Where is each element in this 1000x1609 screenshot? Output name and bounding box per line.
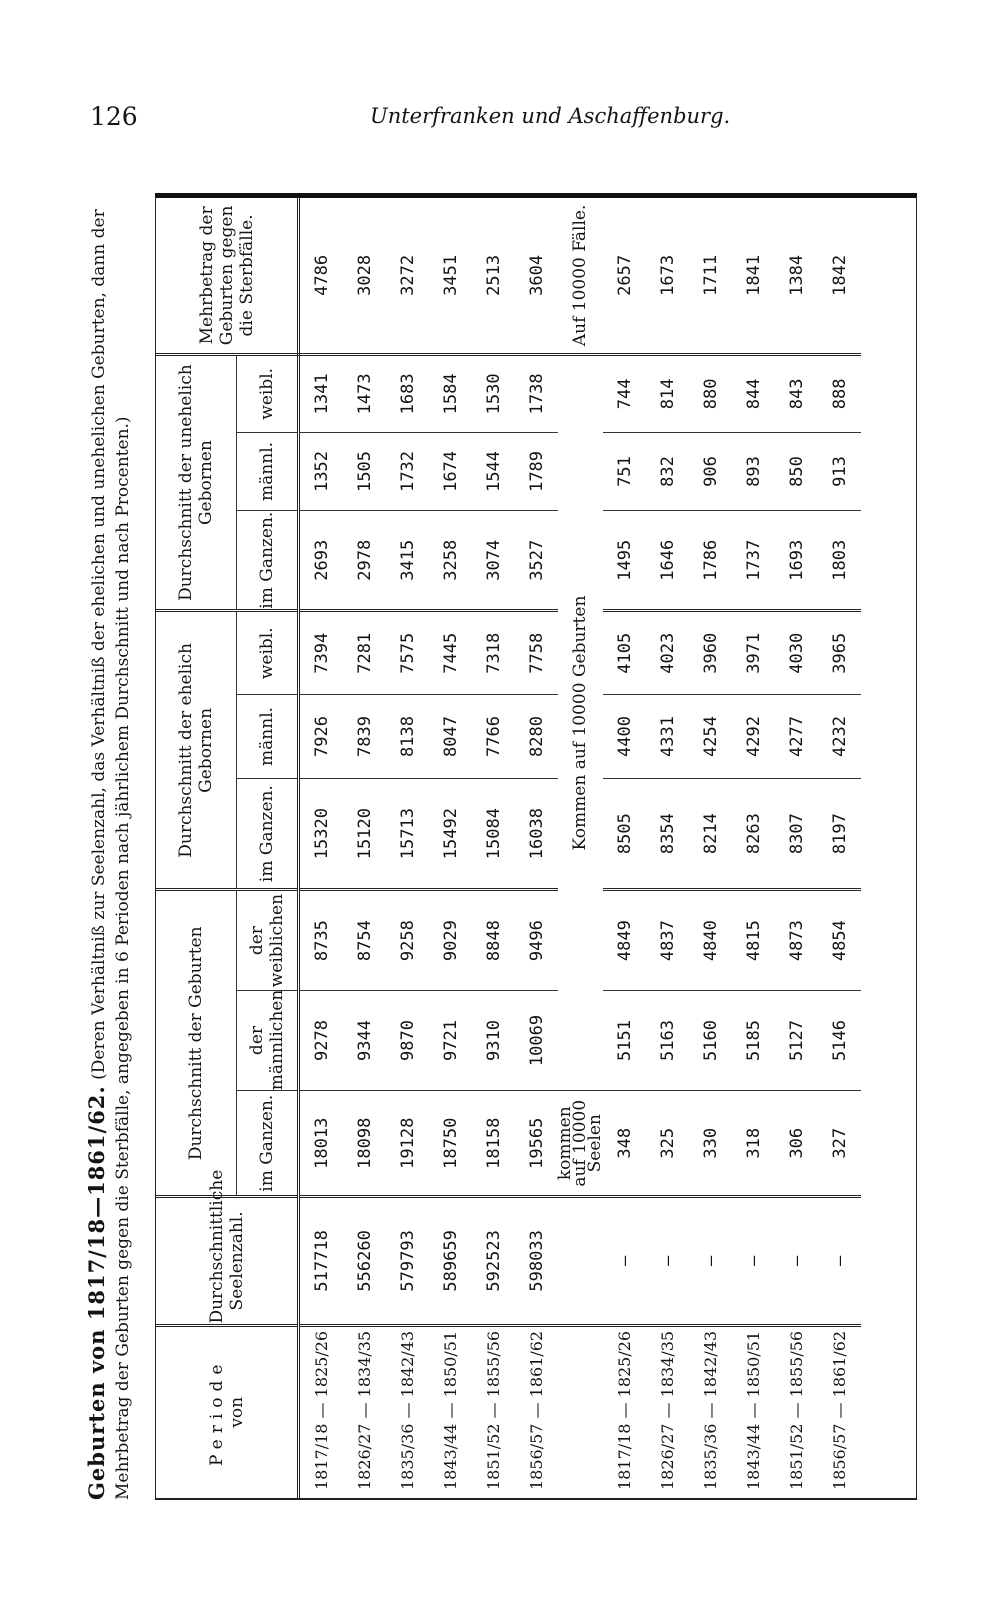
cell-unehelich-ganz: 1737 — [732, 511, 775, 611]
cell-geburten-w: 9496 — [515, 890, 558, 990]
periode-von-label: von — [226, 1396, 247, 1428]
cell-unehelich-m: 1352 — [299, 432, 344, 510]
cell-unehelich-ganz: 1786 — [689, 511, 732, 611]
cell-ehelich-ganz: 8197 — [818, 778, 861, 890]
caption-line2: Mehrbetrag der Geburten gegen die Sterbfälle, angegeben in 6 Perioden nach jährlichem Durchschnitt und nach Procenten.) — [113, 416, 133, 1500]
mid-note-row — [558, 198, 603, 1498]
cell-unehelich-ganz: 2978 — [343, 511, 386, 611]
cell-unehelich-w: 1341 — [299, 354, 344, 432]
cell-period: 1817/18 — 1825/26 — [615, 1330, 634, 1490]
cell-ehelich-w: 7318 — [472, 611, 515, 695]
cell-ehelich-m: 8047 — [429, 695, 472, 779]
cell-geburten-ganz: 306 — [775, 1091, 818, 1197]
cell-mehrbetrag: 1711 — [689, 198, 732, 354]
cell-ehelich-m: 4232 — [818, 695, 861, 779]
cell-unehelich-m: 913 — [818, 432, 861, 510]
cell-period: 1843/44 — 1850/51 — [441, 1330, 460, 1490]
cell-unehelich-m: 751 — [603, 432, 646, 510]
cell-unehelich-m: 1505 — [343, 432, 386, 510]
subheader-unehelich-maennl: männl. — [237, 432, 299, 510]
subheader-geburten-ganzen: im Ganzen. — [237, 1091, 299, 1197]
cell-ehelich-ganz: 15084 — [472, 778, 515, 890]
cell-unehelich-w: 1473 — [343, 354, 386, 432]
cell-geburten-m: 9310 — [472, 990, 515, 1090]
cell-geburten-ganz: 325 — [646, 1091, 689, 1197]
cell-ehelich-ganz: 8214 — [689, 778, 732, 890]
cell-period: 1826/27 — 1834/35 — [355, 1330, 374, 1490]
table-row — [689, 198, 732, 1498]
periode-label: Periode — [206, 1358, 227, 1467]
cell-unehelich-ganz: 1693 — [775, 511, 818, 611]
cell-seelen: — — [775, 1197, 818, 1325]
cell-ehelich-ganz: 16038 — [515, 778, 558, 890]
cell-period: 1826/27 — 1834/35 — [658, 1330, 677, 1490]
cell-geburten-ganz: 318 — [732, 1091, 775, 1197]
table-row — [343, 198, 386, 1498]
cell-unehelich-w: 1683 — [386, 354, 429, 432]
caption-title: Geburten von 1817/18—1861/62. — [84, 1085, 109, 1500]
cell-geburten-ganz: 19128 — [386, 1091, 429, 1197]
subheader-geburten-weiblich: der weiblichen — [237, 890, 299, 990]
cell-mehrbetrag: 3272 — [386, 198, 429, 354]
cell-mehrbetrag: 2513 — [472, 198, 515, 354]
running-head — [0, 0, 1000, 150]
cell-unehelich-m: 1789 — [515, 432, 558, 510]
cell-unehelich-w: 1738 — [515, 354, 558, 432]
cell-unehelich-w: 888 — [818, 354, 861, 432]
cell-period: 1817/18 — 1825/26 — [312, 1330, 331, 1490]
cell-geburten-ganz: 18013 — [299, 1091, 344, 1197]
statistics-table — [156, 198, 861, 1498]
cell-seelen: 556260 — [343, 1197, 386, 1325]
cell-period: 1856/57 — 1861/62 — [830, 1330, 849, 1490]
cell-geburten-w: 4849 — [603, 890, 646, 990]
cell-ehelich-ganz: 8505 — [603, 778, 646, 890]
subheader-geburten-maennlich: der männlichen — [237, 990, 299, 1090]
subheader-ehelich-ganzen: im Ganzen. — [237, 778, 299, 890]
cell-ehelich-w: 7281 — [343, 611, 386, 695]
col-header-mehrbetrag: Mehrbetrag der Geburten gegen die Sterbfälle. — [156, 198, 299, 354]
cell-geburten-m: 5160 — [689, 990, 732, 1090]
cell-seelen: 598033 — [515, 1197, 558, 1325]
cell-unehelich-w: 1584 — [429, 354, 472, 432]
cell-geburten-ganz: 330 — [689, 1091, 732, 1197]
cell-mehrbetrag: 3604 — [515, 198, 558, 354]
table-row — [472, 198, 515, 1498]
cell-ehelich-m: 7926 — [299, 695, 344, 779]
statistics-table-frame — [155, 193, 917, 1500]
cell-geburten-ganz: 18750 — [429, 1091, 472, 1197]
cell-period: 1843/44 — 1850/51 — [744, 1330, 763, 1490]
cell-mehrbetrag: 3451 — [429, 198, 472, 354]
cell-geburten-m: 9721 — [429, 990, 472, 1090]
cell-geburten-ganz: 19565 — [515, 1091, 558, 1197]
cell-ehelich-ganz: 15120 — [343, 778, 386, 890]
cell-period: 1851/52 — 1855/56 — [484, 1330, 503, 1490]
cell-geburten-w: 8735 — [299, 890, 344, 990]
cell-ehelich-m: 7766 — [472, 695, 515, 779]
col-header-ehelich: Durchschnitt der ehelich Gebornen — [156, 611, 237, 890]
rotated-table-block — [85, 170, 915, 1500]
cell-geburten-w: 4840 — [689, 890, 732, 990]
subheader-ehelich-weibl: weibl. — [237, 611, 299, 695]
cell-unehelich-ganz: 1495 — [603, 511, 646, 611]
table-row — [299, 198, 344, 1498]
cell-ehelich-w: 7575 — [386, 611, 429, 695]
cell-unehelich-m: 1544 — [472, 432, 515, 510]
cell-mehrbetrag: 2657 — [603, 198, 646, 354]
cell-unehelich-w: 1530 — [472, 354, 515, 432]
cell-geburten-m: 5127 — [775, 990, 818, 1090]
cell-geburten-ganz: 18158 — [472, 1091, 515, 1197]
table-row — [429, 198, 472, 1498]
cell-unehelich-ganz: 3074 — [472, 511, 515, 611]
cell-geburten-m: 5163 — [646, 990, 689, 1090]
subheader-unehelich-ganzen: im Ganzen. — [237, 511, 299, 611]
cell-seelen: — — [603, 1197, 646, 1325]
cell-ehelich-w: 4030 — [775, 611, 818, 695]
cell-mehrbetrag: 1673 — [646, 198, 689, 354]
cell-ehelich-w: 7445 — [429, 611, 472, 695]
cell-seelen: — — [689, 1197, 732, 1325]
col-header-durchschnitt-geburten: Durchschnitt der Geburten — [156, 890, 237, 1197]
cell-unehelich-ganz: 3415 — [386, 511, 429, 611]
cell-mehrbetrag: 1384 — [775, 198, 818, 354]
cell-ehelich-m: 4277 — [775, 695, 818, 779]
cell-unehelich-m: 1732 — [386, 432, 429, 510]
cell-unehelich-w: 744 — [603, 354, 646, 432]
table-row — [818, 198, 861, 1498]
cell-mehrbetrag: 3028 — [343, 198, 386, 354]
cell-period: 1835/36 — 1842/43 — [398, 1330, 417, 1490]
cell-ehelich-ganz: 15492 — [429, 778, 472, 890]
cell-geburten-w: 8754 — [343, 890, 386, 990]
cell-unehelich-m: 850 — [775, 432, 818, 510]
seelenzahl-label: Durchschnittliche Seelenzahl. — [206, 1169, 247, 1324]
cell-ehelich-w: 7758 — [515, 611, 558, 695]
cell-ehelich-m: 4292 — [732, 695, 775, 779]
cell-unehelich-w: 844 — [732, 354, 775, 432]
cell-period: 1851/52 — 1855/56 — [787, 1330, 806, 1490]
cell-geburten-w: 9029 — [429, 890, 472, 990]
cell-geburten-m: 5146 — [818, 990, 861, 1090]
cell-mehrbetrag: 1841 — [732, 198, 775, 354]
cell-seelen: 589659 — [429, 1197, 472, 1325]
cell-unehelich-m: 906 — [689, 432, 732, 510]
cell-ehelich-w: 3965 — [818, 611, 861, 695]
subheader-ehelich-maennl: männl. — [237, 695, 299, 779]
cell-geburten-w: 4854 — [818, 890, 861, 990]
cell-seelen: — — [646, 1197, 689, 1325]
cell-period: 1856/57 — 1861/62 — [527, 1330, 546, 1490]
cell-geburten-w: 8848 — [472, 890, 515, 990]
cell-geburten-w: 4837 — [646, 890, 689, 990]
cell-ehelich-ganz: 15713 — [386, 778, 429, 890]
cell-mehrbetrag: 1842 — [818, 198, 861, 354]
cell-ehelich-w: 3971 — [732, 611, 775, 695]
mid-empty — [558, 1325, 603, 1498]
cell-geburten-m: 9278 — [299, 990, 344, 1090]
table-row — [775, 198, 818, 1498]
cell-geburten-w: 9258 — [386, 890, 429, 990]
cell-unehelich-w: 880 — [689, 354, 732, 432]
cell-geburten-ganz: 327 — [818, 1091, 861, 1197]
cell-ehelich-w: 3960 — [689, 611, 732, 695]
seelen-note: kommen auf 10000 Seelen — [558, 1091, 603, 1197]
cell-ehelich-m: 7839 — [343, 695, 386, 779]
subheader-unehelich-weibl: weibl. — [237, 354, 299, 432]
table-row — [646, 198, 689, 1498]
cell-unehelich-ganz: 1646 — [646, 511, 689, 611]
cell-ehelich-m: 4400 — [603, 695, 646, 779]
col-header-periode — [156, 1325, 299, 1498]
cell-geburten-m: 5185 — [732, 990, 775, 1090]
cell-seelen: — — [818, 1197, 861, 1325]
cell-ehelich-ganz: 8307 — [775, 778, 818, 890]
cell-geburten-w: 4815 — [732, 890, 775, 990]
cell-geburten-ganz: 348 — [603, 1091, 646, 1197]
cell-ehelich-ganz: 8263 — [732, 778, 775, 890]
cell-ehelich-w: 4023 — [646, 611, 689, 695]
cell-ehelich-ganz: 15320 — [299, 778, 344, 890]
col-header-seelenzahl — [156, 1169, 299, 1325]
cell-period: 1835/36 — 1842/43 — [701, 1330, 720, 1490]
caption-line1: (Deren Verhältniß zur Seelenzahl, das Verhältniß der ehelichen und unehelichen Geburten, dann der — [89, 209, 109, 1080]
cell-geburten-w: 4873 — [775, 890, 818, 990]
cell-ehelich-m: 4254 — [689, 695, 732, 779]
cell-unehelich-ganz: 2693 — [299, 511, 344, 611]
cell-seelen: 517718 — [299, 1197, 344, 1325]
table-row — [732, 198, 775, 1498]
cell-seelen: 592523 — [472, 1197, 515, 1325]
table-row — [603, 198, 646, 1498]
cell-ehelich-m: 8138 — [386, 695, 429, 779]
cell-mehrbetrag: 4786 — [299, 198, 344, 354]
mid-empty — [558, 1197, 603, 1325]
cell-geburten-m: 9870 — [386, 990, 429, 1090]
cell-unehelich-ganz: 3258 — [429, 511, 472, 611]
cell-geburten-m: 5151 — [603, 990, 646, 1090]
cell-unehelich-m: 893 — [732, 432, 775, 510]
cell-geburten-m: 9344 — [343, 990, 386, 1090]
cell-unehelich-ganz: 3527 — [515, 511, 558, 611]
table-caption — [85, 170, 155, 1500]
geburten-note: Kommen auf 10000 Geburten — [558, 354, 603, 1090]
cell-unehelich-w: 843 — [775, 354, 818, 432]
cell-ehelich-m: 8280 — [515, 695, 558, 779]
col-header-unehelich: Durchschnitt der unehelich Gebornen — [156, 354, 237, 611]
cell-seelen: — — [732, 1197, 775, 1325]
cell-ehelich-w: 7394 — [299, 611, 344, 695]
sterbfaelle-note: Auf 10000 Fälle. — [558, 198, 603, 354]
cell-ehelich-w: 4105 — [603, 611, 646, 695]
cell-ehelich-ganz: 8354 — [646, 778, 689, 890]
cell-seelen: 579793 — [386, 1197, 429, 1325]
cell-unehelich-m: 832 — [646, 432, 689, 510]
page-number: 126 — [90, 102, 138, 131]
cell-unehelich-w: 814 — [646, 354, 689, 432]
cell-ehelich-m: 4331 — [646, 695, 689, 779]
table-row — [515, 198, 558, 1498]
running-title: Unterfranken und Aschaffenburg. — [370, 104, 731, 128]
cell-unehelich-m: 1674 — [429, 432, 472, 510]
cell-geburten-m: 10069 — [515, 990, 558, 1090]
table-row — [386, 198, 429, 1498]
cell-geburten-ganz: 18098 — [343, 1091, 386, 1197]
cell-unehelich-ganz: 1803 — [818, 511, 861, 611]
